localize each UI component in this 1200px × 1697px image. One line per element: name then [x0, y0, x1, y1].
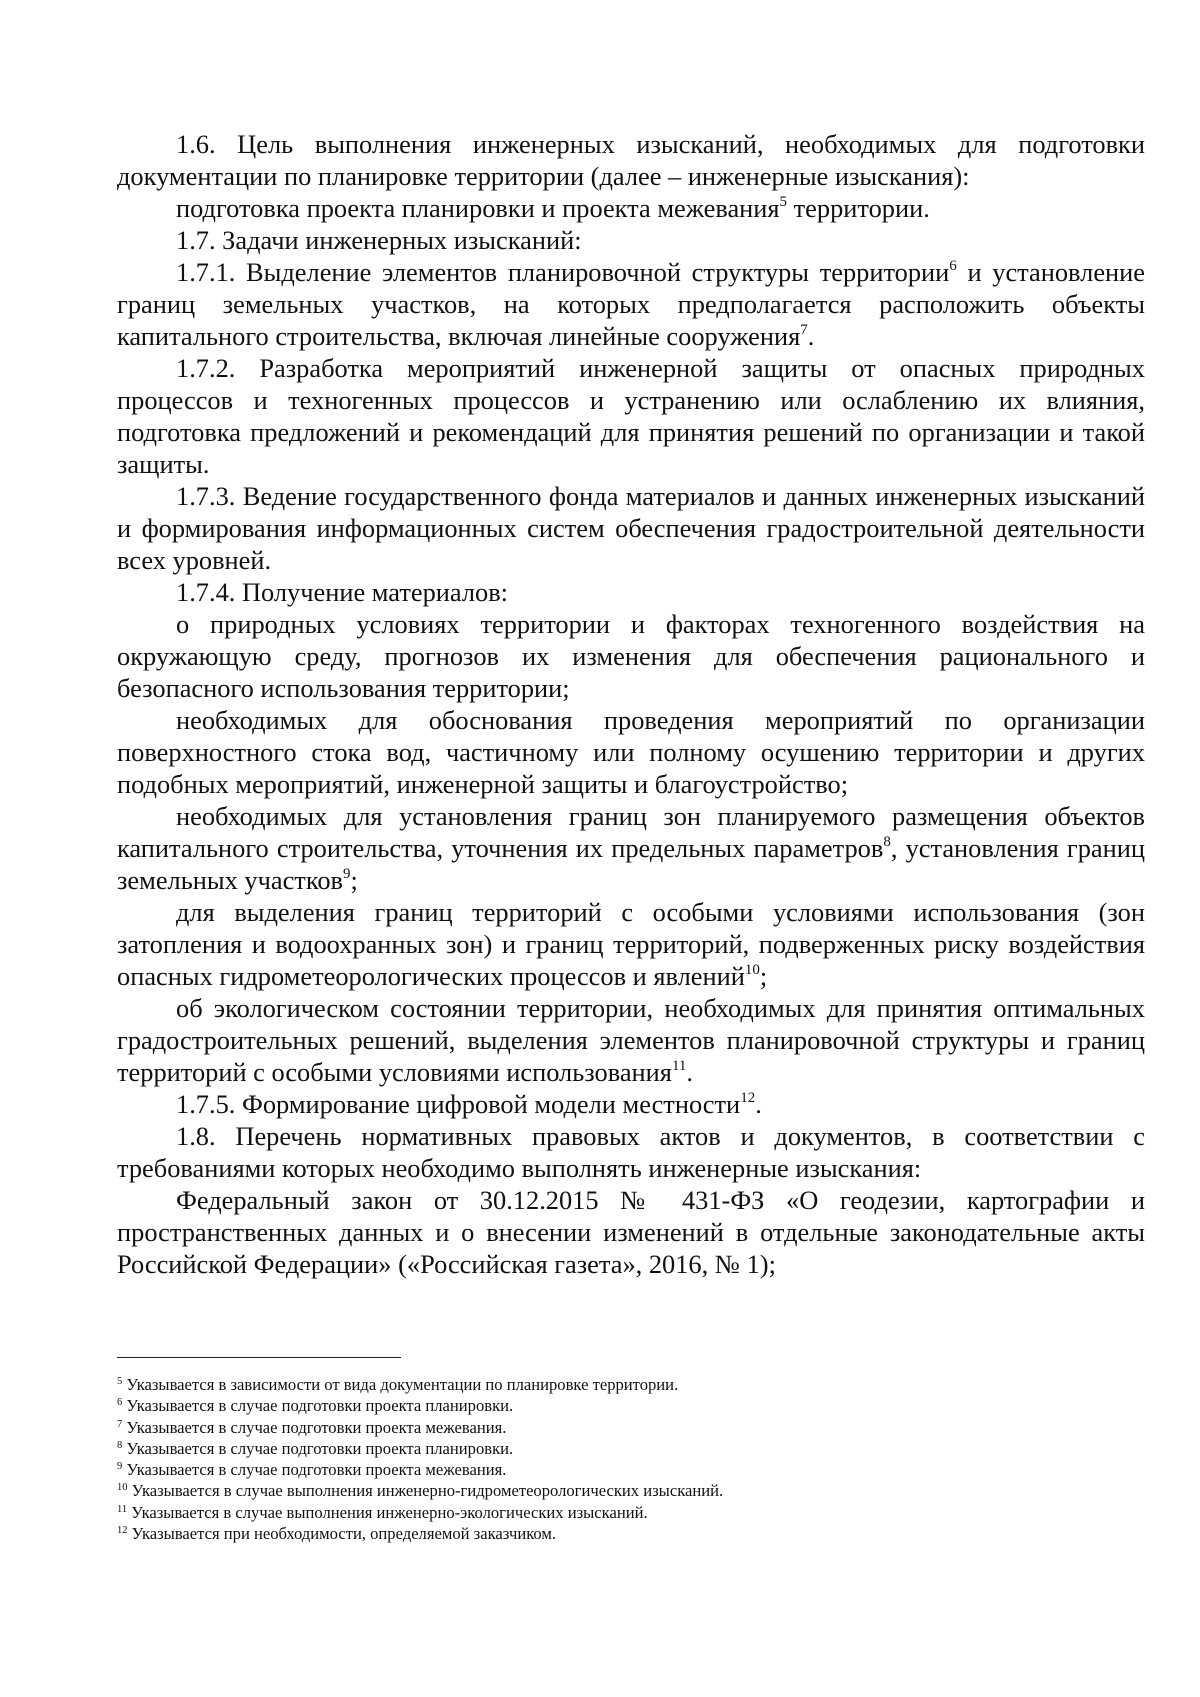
paragraph-text: подготовка проекта планировки и проекта межевания [176, 193, 780, 223]
paragraph-text: . [686, 1057, 693, 1087]
footnote [117, 1438, 1145, 1459]
footnote [117, 1417, 1145, 1438]
paragraph-text: ; [759, 961, 768, 991]
footnote-ref: 12 [740, 1090, 756, 1106]
footnote-number: 6 [117, 1397, 123, 1409]
paragraph-text: необходимых для установления границ зон планируемого размещения объектов капитального строительства, уточнения их предельных параметров [117, 801, 1145, 863]
footnote-ref: 11 [671, 1058, 687, 1074]
footnote-number: 12 [117, 1525, 128, 1537]
footnote-ref: 10 [744, 962, 760, 978]
footnote [117, 1502, 1145, 1523]
paragraph [117, 128, 1145, 192]
paragraph-text: , установления границ земельных участков [117, 833, 1146, 895]
paragraph-text: 1.7. Задачи инженерных изысканий: [176, 225, 582, 255]
paragraph-text: о природных условиях территории и факторах техногенного воздействия на окружающую среду, прогнозов их изменения для обеспечения рационального и безопасного использования территории; [117, 609, 1145, 703]
paragraph [117, 192, 1145, 224]
footnote-number: 5 [117, 1376, 123, 1387]
paragraph-text: и установление границ земельных участков, на которых предполагается расположить объекты капитального строительства, включая линейные сооружения [117, 257, 1145, 351]
footnote [117, 1459, 1145, 1480]
footnote-text: Указывается в случае выполнения инженерно-экологических изысканий. [127, 1502, 648, 1522]
footnote-ref: 6 [949, 258, 957, 274]
paragraph [117, 1184, 1145, 1280]
footnote-text: Указывается в случае подготовки проекта межевания. [122, 1460, 507, 1480]
paragraph [117, 800, 1145, 896]
footnote-ref: 5 [779, 194, 788, 210]
document-body [117, 128, 1145, 1280]
paragraph [117, 992, 1145, 1088]
footnote-number: 10 [117, 1482, 128, 1494]
footnote-text: Указывается в случае подготовки проекта планировки. [122, 1438, 514, 1458]
paragraph-text: об экологическом состоянии территории, необходимых для принятия оптимальных градостроительных решений, выделения элементов планировочной структуры и границ территорий с особыми условиями использования [117, 993, 1145, 1087]
footnote [117, 1523, 1145, 1544]
paragraph-text: 1.8. Перечень нормативных правовых актов и документов, в соответствии с требованиями которых необходимо выполнять инженерные изыскания: [117, 1121, 1145, 1183]
paragraph-text: необходимых для обоснования проведения мероприятий по организации поверхностного стока вод, частичному или полному осушению территории и других подобных мероприятий, инженерной защиты и благоустройство; [117, 705, 1145, 799]
paragraph [117, 576, 1145, 608]
footnote-separator [117, 1357, 401, 1358]
paragraph [117, 704, 1145, 800]
paragraph-text: территории. [787, 193, 930, 223]
footnote-number: 8 [117, 1439, 123, 1451]
paragraph-text: 1.7.5. Формирование цифровой модели местности [176, 1089, 741, 1119]
paragraph-text: 1.7.4. Получение материалов: [176, 577, 509, 607]
paragraph-text: 1.7.2. Разработка мероприятий инженерной защиты от опасных природных процессов и техногенных процессов и устранению или ослаблению их влияния, подготовка предложений и рекомендаций для принятия решений по организации и такой защиты. [117, 353, 1145, 479]
footnote [117, 1480, 1145, 1501]
footnote-number: 9 [117, 1461, 123, 1473]
footnote-number: 7 [117, 1418, 123, 1430]
paragraph-text: 1.7.3. Ведение государственного фонда материалов и данных инженерных изысканий и формирования информационных систем обеспечения градостроительной деятельности всех уровней. [117, 481, 1145, 575]
footnote [117, 1374, 1145, 1395]
footnotes [117, 1374, 1145, 1544]
paragraph [117, 480, 1145, 576]
paragraph [117, 608, 1145, 704]
paragraph-text: Федеральный закон от 30.12.2015 № 431-ФЗ «О геодезии, картографии и пространственных данных и о внесении изменений в отдельные законодательные акты Российской Федерации» («Российская газета», 2016, № 1); [117, 1185, 1145, 1279]
paragraph [117, 1088, 1145, 1120]
footnote-ref: 8 [883, 834, 891, 850]
footnote-number: 11 [117, 1503, 128, 1515]
footnote-text: Указывается в случае подготовки проекта планировки. [122, 1396, 514, 1416]
paragraph [117, 896, 1145, 992]
paragraph [117, 256, 1145, 352]
footnote-text: Указывается в зависимости от вида документации по планировке территории. [122, 1375, 679, 1394]
paragraph-text: 1.6. Цель выполнения инженерных изысканий, необходимых для подготовки документации по планировке территории (далее – инженерные изыскания): [117, 129, 1145, 191]
footnote-text: Указывается при необходимости, определяемой заказчиком. [127, 1524, 557, 1544]
paragraph-text: для выделения границ территорий с особыми условиями использования (зон затопления и водоохранных зон) и границ территорий, подверженных риску воздействия опасных гидрометеорологических процессов и явлений [117, 897, 1145, 991]
paragraph-text: 1.7.1. Выделение элементов планировочной структуры территории [176, 257, 950, 287]
paragraph [117, 352, 1145, 480]
paragraph-text: . [807, 321, 815, 351]
paragraph [117, 1120, 1145, 1184]
footnote-ref: 9 [342, 866, 351, 882]
paragraph-text: . [755, 1089, 762, 1119]
paragraph [117, 224, 1145, 256]
paragraph-text: ; [350, 865, 358, 895]
footnote-ref: 7 [800, 322, 808, 338]
footnote-text: Указывается в случае подготовки проекта межевания. [122, 1417, 507, 1437]
footnote [117, 1395, 1145, 1416]
footnote-text: Указывается в случае выполнения инженерно-гидрометеорологических изысканий. [127, 1481, 724, 1501]
